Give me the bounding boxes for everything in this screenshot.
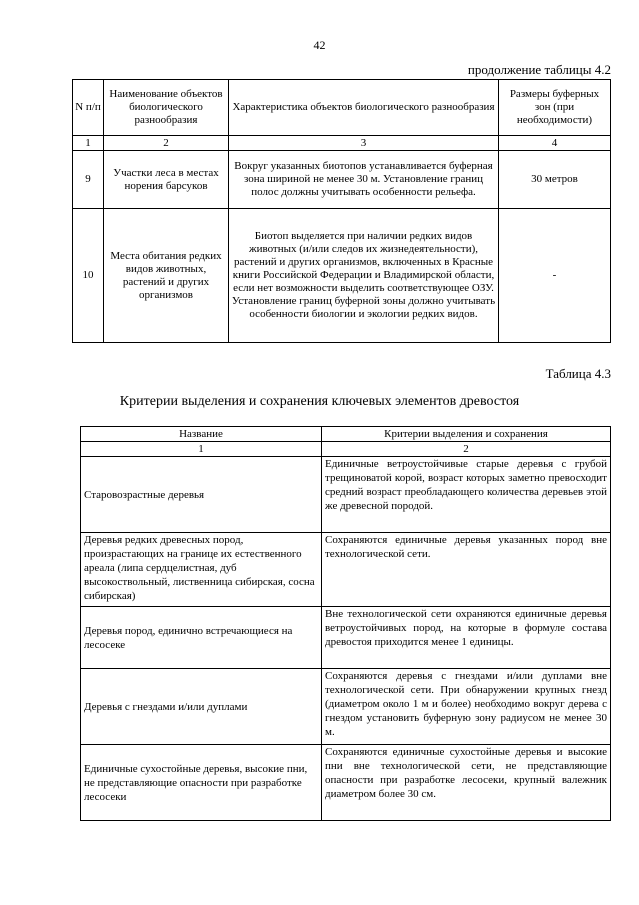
row-number: 9 <box>73 151 104 209</box>
element-name: Деревья пород, единично встречающиеся на лесосеке <box>81 607 322 669</box>
page-number: 42 <box>313 38 326 52</box>
column-number: 1 <box>81 442 322 457</box>
table-row <box>81 607 611 669</box>
table-row <box>81 457 611 533</box>
element-name: Деревья редких древесных пород, произрастающих на границе их естественного ареала (липа сердцелистная, дуб высокоствольный, лиственница сибирская, сосна сибирская) <box>81 533 322 607</box>
element-name: Деревья с гнездами и/или дуплами <box>81 669 322 745</box>
column-number: 3 <box>229 136 499 151</box>
column-number-row <box>81 442 611 457</box>
element-name: Единичные сухостойные деревья, высокие пни, не представляющие опасности при разработке лесосеки <box>81 745 322 821</box>
table-continuation-label: продолжение таблицы 4.2 <box>467 62 611 77</box>
column-number: 2 <box>322 442 611 457</box>
element-criteria: Единичные ветроустойчивые старые деревья с грубой трещиноватой корой, возраст которых заметно превосходит средний возраст преобладающего количества деревьев этой же древесной породой. <box>322 457 611 533</box>
column-number: 4 <box>499 136 611 151</box>
stand-elements-criteria-table <box>80 426 611 821</box>
table-row <box>81 745 611 821</box>
header-name: Название <box>81 427 322 442</box>
element-name: Старовозрастные деревья <box>81 457 322 533</box>
object-characteristic: Биотоп выделяется при наличии редких видов животных (и/или следов их жизнедеятельности), растений и других организмов, включенных в Красные книги Российской Федерации и Владимирской области, если нет возможности выделить соответствующее ОЗУ. Установление границ буферной зоны должно учитывать особенности биологии и экологии редких видов. <box>229 209 499 343</box>
object-characteristic: Вокруг указанных биотопов устанавливается буферная зона шириной не менее 30 м. Установление границ полос должны учитывать особенности рельефа. <box>229 151 499 209</box>
table-label: Таблица 4.3 <box>545 366 611 381</box>
element-criteria: Сохраняются единичные сухостойные деревья и высокие пни вне технологической сети, не представляющие опасности при разработке лесосеки, крупный валежник диаметром более 30 см. <box>322 745 611 821</box>
object-name: Участки леса в местах норения барсуков <box>104 151 229 209</box>
column-number-row <box>73 136 611 151</box>
row-number: 10 <box>73 209 104 343</box>
element-criteria: Вне технологической сети охраняются единичные деревья ветроустойчивых пород, на которые в формуле состава древостоя приходится менее 1 единицы. <box>322 607 611 669</box>
table-row <box>73 209 611 343</box>
buffer-size: - <box>499 209 611 343</box>
table-title: Критерии выделения и сохранения ключевых элементов древостоя <box>119 394 520 409</box>
header-object-name: Наименование объектов биологического разнообразия <box>104 80 229 136</box>
table-row <box>81 669 611 745</box>
table-row <box>73 151 611 209</box>
header-number: N п/п <box>73 80 104 136</box>
table-header-row <box>81 427 611 442</box>
header-criteria: Критерии выделения и сохранения <box>322 427 611 442</box>
element-criteria: Сохраняются единичные деревья указанных пород вне технологической сети. <box>322 533 611 607</box>
table-row <box>81 533 611 607</box>
element-criteria: Сохраняются деревья с гнездами и/или дуплами вне технологической сети. При обнаружении крупных гнезд (диаметром около 1 м и более) необходимо вокруг дерева с гнездом установить буферную зону радиусом не менее 30 м. <box>322 669 611 745</box>
biodiversity-objects-table <box>72 79 611 343</box>
object-name: Места обитания редких видов животных, растений и других организмов <box>104 209 229 343</box>
column-number: 2 <box>104 136 229 151</box>
table-header-row <box>73 80 611 136</box>
column-number: 1 <box>73 136 104 151</box>
header-characteristic: Характеристика объектов биологического разнообразия <box>229 80 499 136</box>
header-buffer-size: Размеры буферных зон (при необходимости) <box>499 80 611 136</box>
buffer-size: 30 метров <box>499 151 611 209</box>
